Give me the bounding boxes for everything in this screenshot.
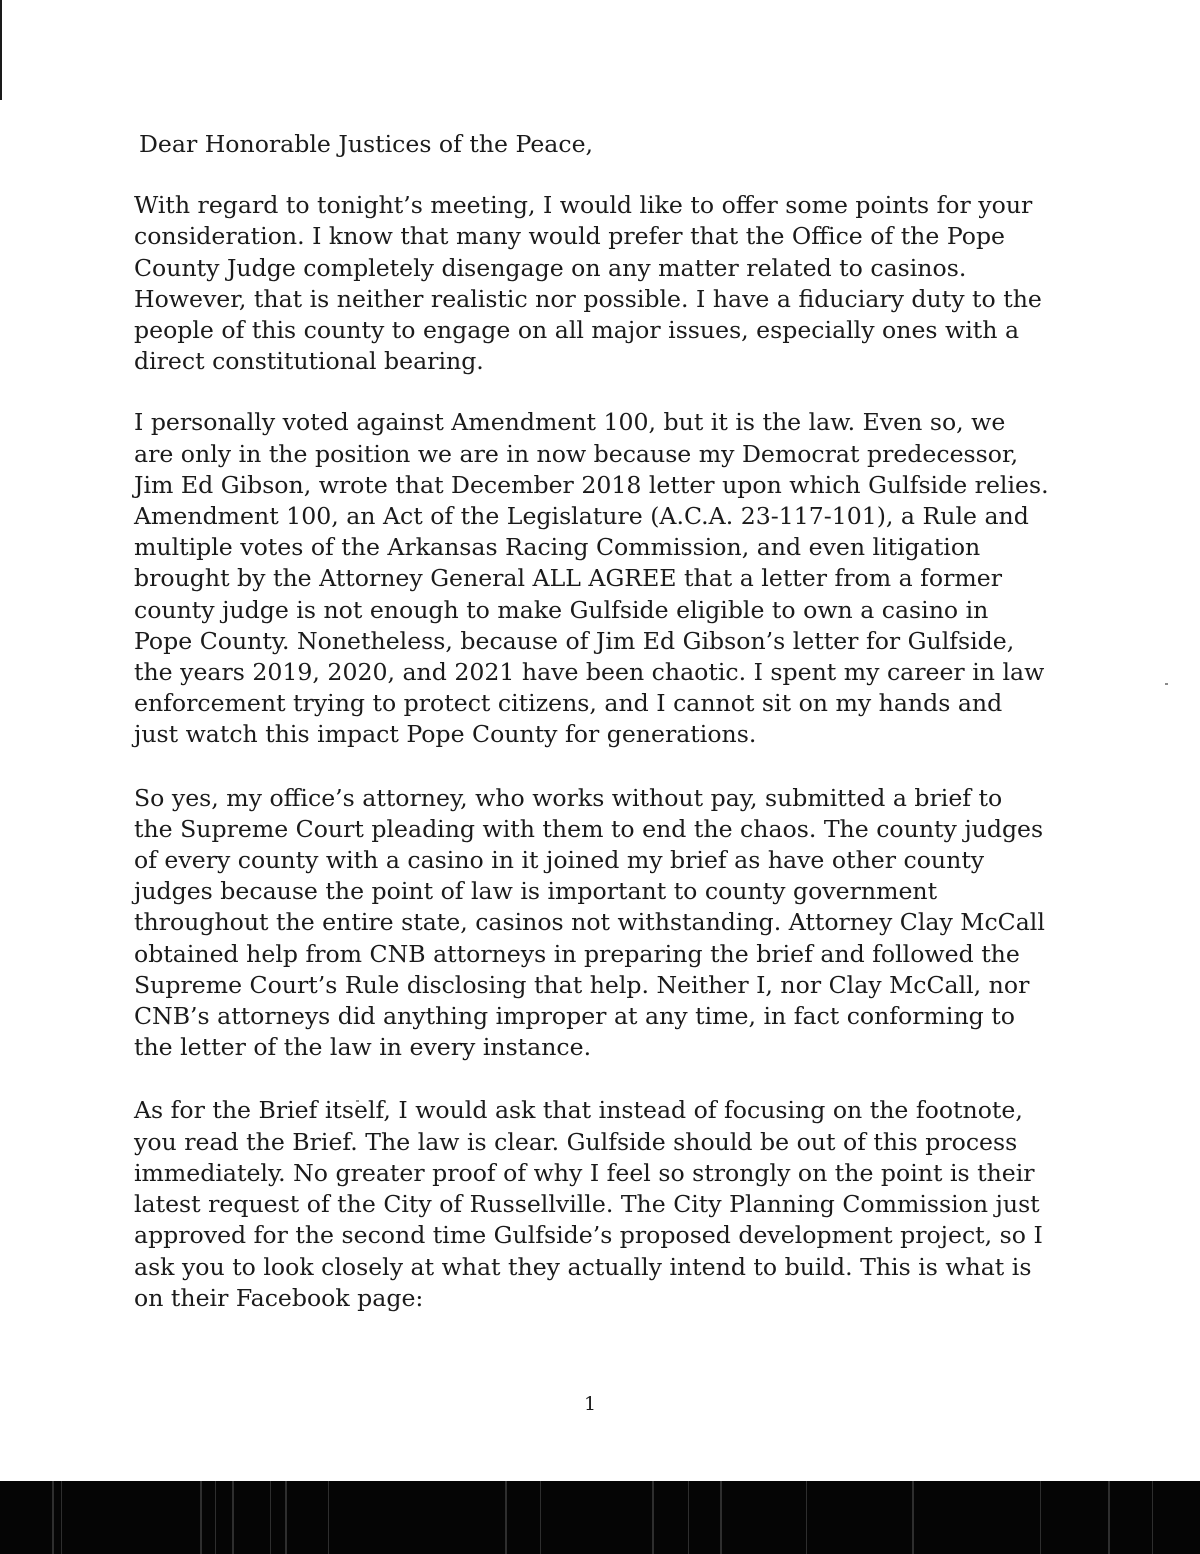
paragraph-line: direct constitutional bearing. <box>134 347 484 376</box>
scan-streak <box>328 1481 329 1554</box>
paragraph-line: are only in the position we are in now because my Democrat predecessor, <box>134 439 1019 468</box>
paragraph-line: ask you to look closely at what they actually intend to build. This is what is <box>134 1252 1032 1281</box>
paragraph-line: So yes, my office’s attorney, who works without pay, submitted a brief to <box>134 783 1003 812</box>
paragraph-line: you read the Brief. The law is clear. Gulfside should be out of this process <box>134 1127 1018 1156</box>
scan-streak <box>806 1481 807 1554</box>
paragraph-line: consideration. I know that many would prefer that the Office of the Pope <box>134 222 1006 251</box>
scanner-black-border <box>0 1481 1200 1554</box>
paragraph-3 <box>134 783 1074 1064</box>
scan-streak <box>270 1481 271 1554</box>
paragraph-line: the Supreme Court pleading with them to end the chaos. The county judges <box>134 814 1044 843</box>
scan-streak <box>540 1481 541 1554</box>
paragraph-line: County Judge completely disengage on any matter related to casinos. <box>134 253 967 282</box>
scan-streak <box>505 1481 507 1554</box>
scan-streak <box>1152 1481 1153 1554</box>
scan-streak <box>61 1481 62 1554</box>
paragraph-line: on their Facebook page: <box>134 1283 424 1312</box>
paragraph-line: the letter of the law in every instance. <box>134 1033 592 1062</box>
salutation: Dear Honorable Justices of the Peace, <box>139 130 594 158</box>
paragraph-1 <box>134 190 1074 377</box>
scan-streak <box>232 1481 234 1554</box>
scan-streak <box>215 1481 216 1554</box>
paragraph-line: throughout the entire state, casinos not withstanding. Attorney Clay McCall <box>134 908 1045 937</box>
scan-speck <box>1165 683 1168 685</box>
paragraph-line: county judge is not enough to make Gulfside eligible to own a casino in <box>134 595 989 624</box>
paragraph-line: latest request of the City of Russellville. The City Planning Commission just <box>134 1190 1040 1219</box>
paragraph-line: Amendment 100, an Act of the Legislature (A.C.A. 23-117-101), a Rule and <box>134 502 1029 531</box>
page-number: 1 <box>583 1393 597 1415</box>
scan-streak <box>200 1481 202 1554</box>
paragraph-line: I personally voted against Amendment 100, but it is the law. Even so, we <box>134 408 1006 437</box>
paragraph-line: the years 2019, 2020, and 2021 have been chaotic. I spent my career in law <box>134 658 1045 687</box>
paragraph-line: judges because the point of law is important to county government <box>134 877 938 906</box>
paragraph-4 <box>134 1095 1074 1313</box>
scan-streak <box>652 1481 654 1554</box>
paragraph-2 <box>134 407 1074 750</box>
letter-body <box>134 126 1074 1314</box>
paragraph-line: Pope County. Nonetheless, because of Jim Ed Gibson’s letter for Gulfside, <box>134 626 1015 655</box>
paragraph-line: enforcement trying to protect citizens, and I cannot sit on my hands and <box>134 689 1003 718</box>
scan-streak <box>285 1481 287 1554</box>
scan-streak <box>688 1481 689 1554</box>
paragraph-line: approved for the second time Gulfside’s proposed development project, so I <box>134 1221 1043 1250</box>
paragraph-line: However, that is neither realistic nor possible. I have a fiduciary duty to the <box>134 284 1042 313</box>
scan-streak <box>52 1481 54 1554</box>
paragraph-line: immediately. No greater proof of why I feel so strongly on the point is their <box>134 1158 1035 1187</box>
paragraph-line: Supreme Court’s Rule disclosing that help. Neither I, nor Clay McCall, nor <box>134 970 1030 999</box>
paragraph-line: brought by the Attorney General ALL AGREE that a letter from a former <box>134 564 1003 593</box>
paragraph-line: With regard to tonight’s meeting, I would like to offer some points for your <box>134 191 1033 220</box>
scan-streak <box>720 1481 722 1554</box>
scan-streak <box>1040 1481 1041 1554</box>
paragraph-line: of every county with a casino in it joined my brief as have other county <box>134 846 985 875</box>
paragraph-line: people of this county to engage on all major issues, especially ones with a <box>134 316 1020 345</box>
scan-edge-line <box>0 0 2 100</box>
paragraph-line: just watch this impact Pope County for generations. <box>134 720 757 749</box>
scan-streak <box>912 1481 914 1554</box>
scan-streak <box>1108 1481 1110 1554</box>
paragraph-line: Jim Ed Gibson, wrote that December 2018 letter upon which Gulfside relies. <box>134 470 1049 499</box>
paragraph-line: As for the Brief itself, I would ask that instead of focusing on the footnote, <box>134 1096 1023 1125</box>
paragraph-line: obtained help from CNB attorneys in preparing the brief and followed the <box>134 939 1020 968</box>
paragraph-line: multiple votes of the Arkansas Racing Commission, and even litigation <box>134 533 981 562</box>
paragraph-line: CNB’s attorneys did anything improper at any time, in fact conforming to <box>134 1002 1015 1031</box>
